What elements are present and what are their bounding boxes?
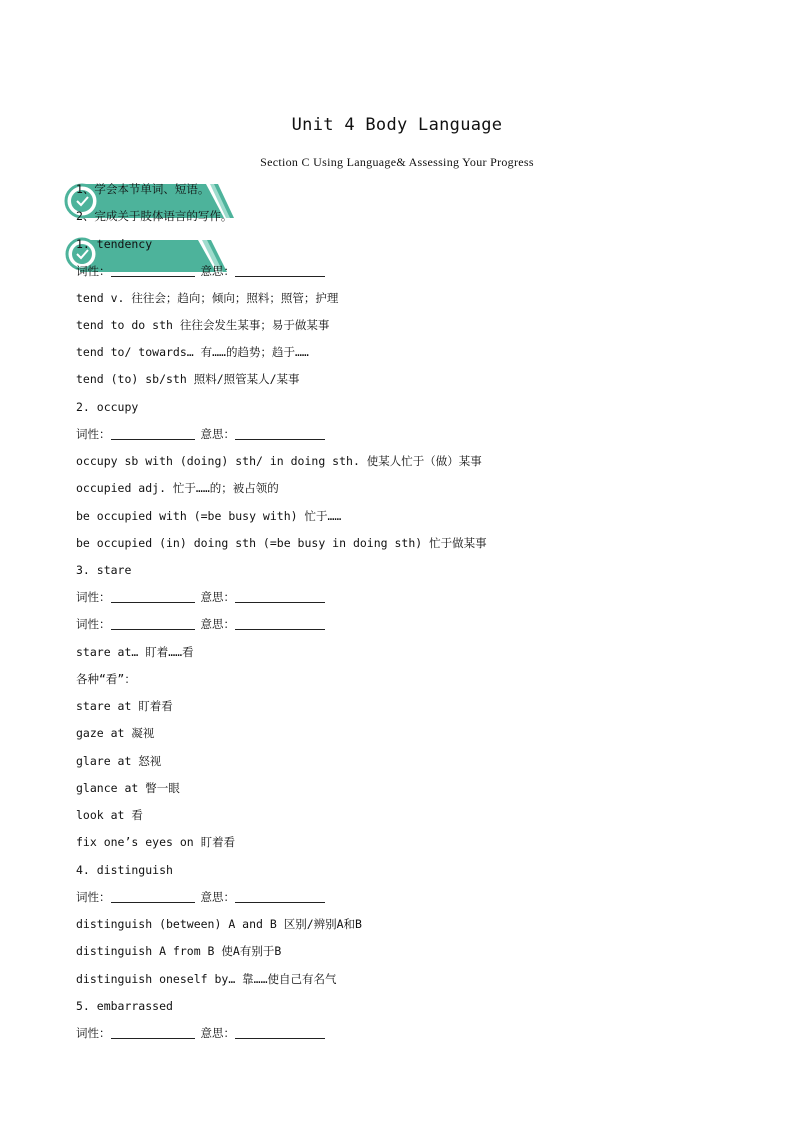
pos-blank[interactable] [111,427,195,440]
note-line: occupy sb with (doing) sth/ in doing sth. 使某人忙于（做）某事 [76,454,482,468]
word-heading: 4. distinguish [76,863,173,877]
pos-label: 词性： [76,890,111,904]
note-line: tend v. 往往会；趋向；倾向；照料；照管；护理 [76,291,339,305]
note-line: 各种“看”： [76,672,136,686]
meaning-label: 意思： [200,617,235,631]
note-line: stare at 盯着看 [76,699,173,713]
blank-row [76,1025,325,1041]
meaning-blank[interactable] [235,590,325,603]
blank-row [76,616,325,632]
blank-row [76,589,325,605]
word-heading: 2. occupy [76,400,139,414]
note-line: tend to do sth 往往会发生某事；易于做某事 [76,318,330,332]
note-line: stare at… 盯着……看 [76,645,194,659]
meaning-label: 意思： [200,264,235,278]
word-heading: 3. stare [76,563,132,577]
note-line: tend (to) sb/sth 照料/照管某人/某事 [76,372,300,386]
meaning-blank[interactable] [235,617,325,630]
meaning-label: 意思： [200,890,235,904]
goal-item: 1、学会本节单词、短语。 [76,182,210,196]
note-line: distinguish A from B 使A有别于B [76,944,282,958]
blank-row [76,263,325,279]
meaning-blank[interactable] [235,1026,325,1039]
pos-blank[interactable] [111,890,195,903]
meaning-blank[interactable] [235,890,325,903]
blank-row [76,426,325,442]
meaning-label: 意思： [200,590,235,604]
pos-blank[interactable] [111,264,195,277]
note-line: look at 看 [76,808,143,822]
note-line: tend to/ towards… 有……的趋势；趋于…… [76,345,309,359]
note-line: glance at 瞥一眼 [76,781,180,795]
pos-label: 词性： [76,1026,111,1040]
note-line: distinguish (between) A and B 区别/辨别A和B [76,917,362,931]
meaning-blank[interactable] [235,264,325,277]
note-line: be occupied with (=be busy with) 忙于…… [76,509,342,523]
note-line: glare at 怒视 [76,754,162,768]
page-title: Unit 4 Body Language [291,115,503,135]
pos-label: 词性： [76,617,111,631]
page-subtitle: Section C Using Language& Assessing Your Progress [260,155,534,169]
pos-label: 词性： [76,427,111,441]
note-line: gaze at 凝视 [76,726,155,740]
meaning-label: 意思： [200,427,235,441]
pos-label: 词性： [76,590,111,604]
note-line: fix one’s eyes on 盯着看 [76,835,236,849]
pos-label: 词性： [76,264,111,278]
meaning-blank[interactable] [235,427,325,440]
meaning-label: 意思： [200,1026,235,1040]
pos-blank[interactable] [111,590,195,603]
note-line: occupied adj. 忙于……的；被占领的 [76,481,279,495]
pos-blank[interactable] [111,1026,195,1039]
note-line: distinguish oneself by… 靠……使自己有名气 [76,972,337,986]
word-heading: 5. embarrassed [76,999,173,1013]
blank-row [76,889,325,905]
goal-item: 2、完成关于肢体语言的写作。 [76,209,233,223]
word-heading: 1. tendency [76,237,153,251]
pos-blank[interactable] [111,617,195,630]
note-line: be occupied (in) doing sth (=be busy in doing sth) 忙于做某事 [76,536,487,550]
